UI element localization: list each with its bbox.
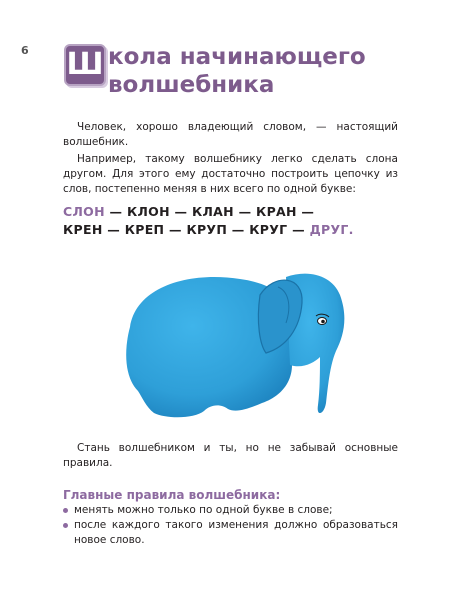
- page-number: 6: [21, 44, 29, 57]
- list-item: [63, 503, 398, 518]
- rules-list: [63, 503, 398, 548]
- paragraph-intro: Человек, хорошо владеющий словом, — настоящий волшебник.: [63, 121, 398, 148]
- chain-dash: —: [301, 204, 315, 219]
- chain-dash: —: [109, 204, 123, 219]
- chain-dash: —: [168, 222, 182, 237]
- word-chain-line-1: [63, 204, 393, 219]
- title-initial-letter: Ш: [66, 47, 104, 82]
- bullet-icon: [63, 523, 68, 528]
- chain-dash: —: [292, 222, 305, 237]
- title-initial-box: [64, 44, 106, 86]
- chain-word: КЛАН: [191, 204, 234, 219]
- bullet-icon: [63, 508, 68, 513]
- word-chain-line-2: [63, 222, 393, 237]
- rules-heading: Главные правила волшебника:: [63, 488, 281, 502]
- chain-dash: —: [174, 204, 188, 219]
- chain-dash: —: [238, 204, 252, 219]
- chain-dash: —: [107, 222, 121, 237]
- chain-word-start: СЛОН: [63, 204, 105, 219]
- elephant-illustration: [110, 265, 350, 425]
- chain-word: КЛОН: [126, 204, 170, 219]
- rule-text: после каждого такого изменения должно образоваться новое слово.: [74, 519, 398, 546]
- chain-word: КРАН: [256, 204, 297, 219]
- chain-word: КРЕН: [63, 222, 103, 237]
- paragraph-example: Например, такому волшебнику легко сделать слона другом. Для этого ему достаточно построить цепочку из слов, постепенно меняя в них всего по одной букве:: [63, 153, 398, 195]
- title-line-1: кола начинающего: [108, 44, 366, 70]
- chain-word: КРУП: [186, 222, 228, 237]
- chain-word-end: ДРУГ.: [309, 222, 354, 237]
- chain-word: КРУГ: [249, 222, 288, 237]
- title-line-2: волшебника: [108, 72, 275, 98]
- chain-dash: —: [231, 222, 245, 237]
- list-item: [63, 518, 398, 548]
- rule-text: менять можно только по одной букве в слове;: [74, 504, 333, 516]
- paragraph-advice: Стань волшебником и ты, но не забывай основные правила.: [63, 442, 398, 469]
- chain-word: КРЕП: [124, 222, 165, 237]
